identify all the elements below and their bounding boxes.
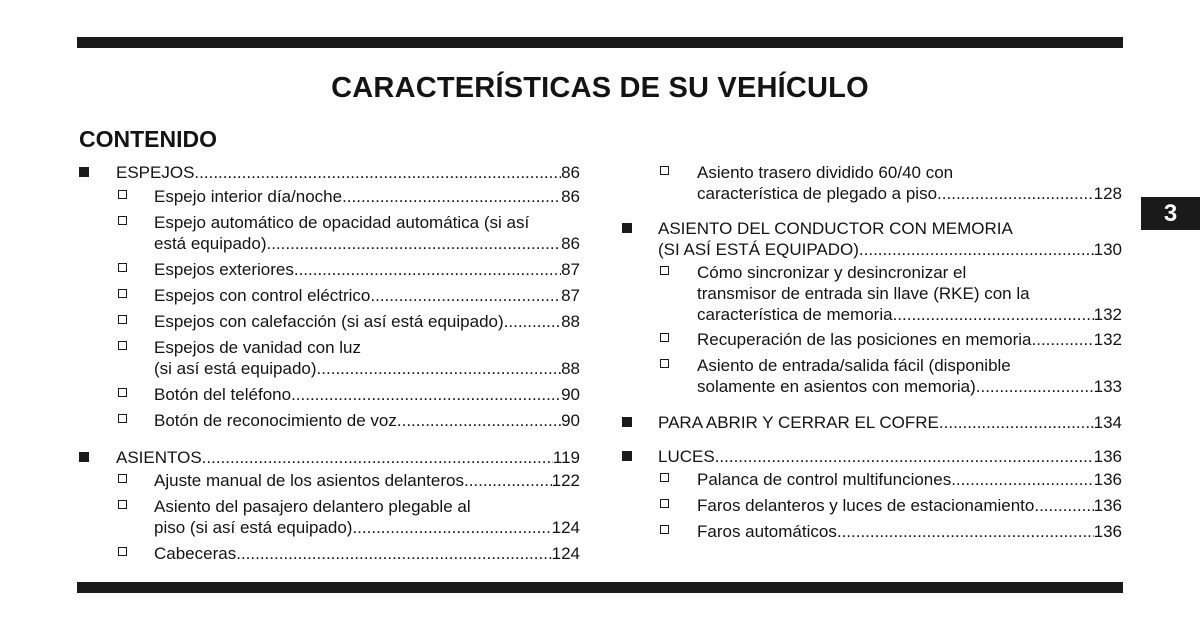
entry-label: (si así está equipado) bbox=[154, 359, 317, 378]
page-number: 87 bbox=[561, 260, 580, 279]
entry-label: Palanca de control multifunciones bbox=[697, 470, 952, 489]
checkbox-bullet-icon bbox=[118, 474, 127, 483]
entry-label: está equipado) bbox=[154, 234, 267, 253]
entry-label: Espejos exteriores bbox=[154, 260, 294, 279]
toc-entry-ajuste-manual[interactable] bbox=[154, 470, 580, 491]
page-number: 90 bbox=[561, 385, 580, 404]
toc-entry-faros-automaticos[interactable] bbox=[697, 521, 1122, 542]
page-number: 86 bbox=[561, 187, 580, 206]
toc-entry-espejos-exteriores[interactable] bbox=[154, 259, 580, 280]
checkbox-bullet-icon bbox=[118, 414, 127, 423]
toc-entry-luces[interactable] bbox=[658, 446, 1122, 467]
toc-entry-asientos[interactable] bbox=[116, 447, 580, 468]
entry-label-line2: transmisor de entrada sin llave (RKE) con la bbox=[697, 284, 1030, 303]
entry-label: ASIENTOS bbox=[116, 448, 202, 467]
entry-label: Botón del teléfono bbox=[154, 385, 292, 404]
toc-entry-espejos-calefaccion[interactable] bbox=[154, 311, 580, 332]
page-number: 133 bbox=[1093, 377, 1122, 396]
toc-entry-recuperacion[interactable] bbox=[697, 329, 1122, 350]
checkbox-bullet-icon bbox=[118, 263, 127, 272]
checkbox-bullet-icon bbox=[118, 190, 127, 199]
checkbox-bullet-icon bbox=[660, 473, 669, 482]
toc-entry-espejos[interactable] bbox=[116, 162, 580, 183]
page-number: 86 bbox=[561, 163, 580, 182]
toc-entry-entrada-salida[interactable] bbox=[697, 355, 1122, 397]
chapter-tab[interactable]: 3 bbox=[1141, 197, 1200, 230]
checkbox-bullet-icon bbox=[118, 341, 127, 350]
page-title: CARACTERÍSTICAS DE SU VEHÍCULO bbox=[331, 72, 869, 104]
toc-entry-espejos-control[interactable] bbox=[154, 285, 580, 306]
page-number: 128 bbox=[1093, 184, 1122, 203]
page-number: 136 bbox=[1093, 470, 1122, 489]
entry-label: PARA ABRIR Y CERRAR EL COFRE bbox=[658, 413, 939, 432]
page-number: 132 bbox=[1093, 330, 1122, 349]
checkbox-bullet-icon bbox=[118, 547, 127, 556]
toc-entry-sincronizar[interactable] bbox=[697, 262, 1122, 325]
toc-entry-espejo-interior[interactable] bbox=[154, 186, 580, 207]
toc-entry-faros-delanteros[interactable] bbox=[697, 495, 1122, 516]
entry-label: ESPEJOS bbox=[116, 163, 195, 182]
page-number: 88 bbox=[561, 359, 580, 378]
page-number: 87 bbox=[561, 286, 580, 305]
page-number: 130 bbox=[1093, 240, 1122, 259]
checkbox-bullet-icon bbox=[118, 216, 127, 225]
page-number: 90 bbox=[561, 411, 580, 430]
page-number: 86 bbox=[561, 234, 580, 253]
toc-entry-boton-telefono[interactable] bbox=[154, 384, 580, 405]
entry-label-line1: Espejo automático de opacidad automática (si así bbox=[154, 213, 530, 232]
section-bullet-icon bbox=[622, 451, 632, 461]
page-number: 122 bbox=[551, 471, 580, 490]
entry-label: Espejos con control eléctrico bbox=[154, 286, 371, 305]
checkbox-bullet-icon bbox=[118, 388, 127, 397]
entry-label-line1: Asiento del pasajero delantero plegable al bbox=[154, 497, 471, 516]
entry-label: solamente en asientos con memoria) bbox=[697, 377, 976, 396]
toc-entry-cofre[interactable] bbox=[658, 412, 1122, 433]
page-number: 136 bbox=[1093, 447, 1122, 466]
toc-entry-asiento-memoria[interactable] bbox=[658, 218, 1122, 260]
checkbox-bullet-icon bbox=[660, 166, 669, 175]
toc-entry-espejos-vanidad[interactable] bbox=[154, 337, 580, 379]
checkbox-bullet-icon bbox=[118, 315, 127, 324]
checkbox-bullet-icon bbox=[118, 500, 127, 509]
entry-label: Recuperación de las posiciones en memoria bbox=[697, 330, 1032, 349]
toc-entry-palanca[interactable] bbox=[697, 469, 1122, 490]
checkbox-bullet-icon bbox=[118, 289, 127, 298]
bottom-rule bbox=[77, 582, 1123, 593]
section-bullet-icon bbox=[622, 223, 632, 233]
toc-entry-asiento-pasajero[interactable] bbox=[154, 496, 580, 538]
entry-label: Espejo interior día/noche bbox=[154, 187, 343, 206]
entry-label: LUCES bbox=[658, 447, 715, 466]
checkbox-bullet-icon bbox=[660, 266, 669, 275]
checkbox-bullet-icon bbox=[660, 525, 669, 534]
toc-entry-boton-voz[interactable] bbox=[154, 410, 580, 431]
entry-label-line1: Espejos de vanidad con luz bbox=[154, 338, 361, 357]
entry-label: Faros delanteros y luces de estacionamiento bbox=[697, 496, 1035, 515]
entry-label-line1: Asiento de entrada/salida fácil (disponible bbox=[697, 356, 1011, 375]
entry-label: característica de plegado a piso bbox=[697, 184, 938, 203]
page-number: 134 bbox=[1093, 413, 1122, 432]
entry-label-line1: ASIENTO DEL CONDUCTOR CON MEMORIA bbox=[658, 219, 1013, 238]
top-rule bbox=[77, 37, 1123, 48]
entry-label: Ajuste manual de los asientos delanteros bbox=[154, 471, 464, 490]
entry-label: piso (si así está equipado) bbox=[154, 518, 353, 537]
toc-entry-asiento-trasero[interactable] bbox=[697, 162, 1122, 204]
page-number: 88 bbox=[561, 312, 580, 331]
entry-label: (SI ASÍ ESTÁ EQUIPADO) bbox=[658, 240, 859, 259]
section-bullet-icon bbox=[79, 167, 89, 177]
page-number: 136 bbox=[1093, 496, 1122, 515]
entry-label: Cabeceras bbox=[154, 544, 237, 563]
entry-label: característica de memoria bbox=[697, 305, 893, 324]
section-bullet-icon bbox=[79, 452, 89, 462]
toc-entry-cabeceras[interactable] bbox=[154, 543, 580, 564]
checkbox-bullet-icon bbox=[660, 499, 669, 508]
page-number: 136 bbox=[1093, 522, 1122, 541]
entry-label: Botón de reconocimiento de voz bbox=[154, 411, 397, 430]
section-bullet-icon bbox=[622, 417, 632, 427]
page-number: 132 bbox=[1093, 305, 1122, 324]
checkbox-bullet-icon bbox=[660, 359, 669, 368]
page-number: 124 bbox=[551, 518, 580, 537]
entry-label-line1: Cómo sincronizar y desincronizar el bbox=[697, 263, 967, 282]
page-number: 119 bbox=[552, 448, 580, 467]
entry-label: Faros automáticos bbox=[697, 522, 837, 541]
toc-entry-espejo-automatico[interactable] bbox=[154, 212, 580, 254]
contents-heading: CONTENIDO bbox=[79, 126, 217, 152]
page-number: 124 bbox=[551, 544, 580, 563]
entry-label: Espejos con calefacción (si así está equipado) bbox=[154, 312, 504, 331]
checkbox-bullet-icon bbox=[660, 333, 669, 342]
entry-label-line1: Asiento trasero dividido 60/40 con bbox=[697, 163, 954, 182]
